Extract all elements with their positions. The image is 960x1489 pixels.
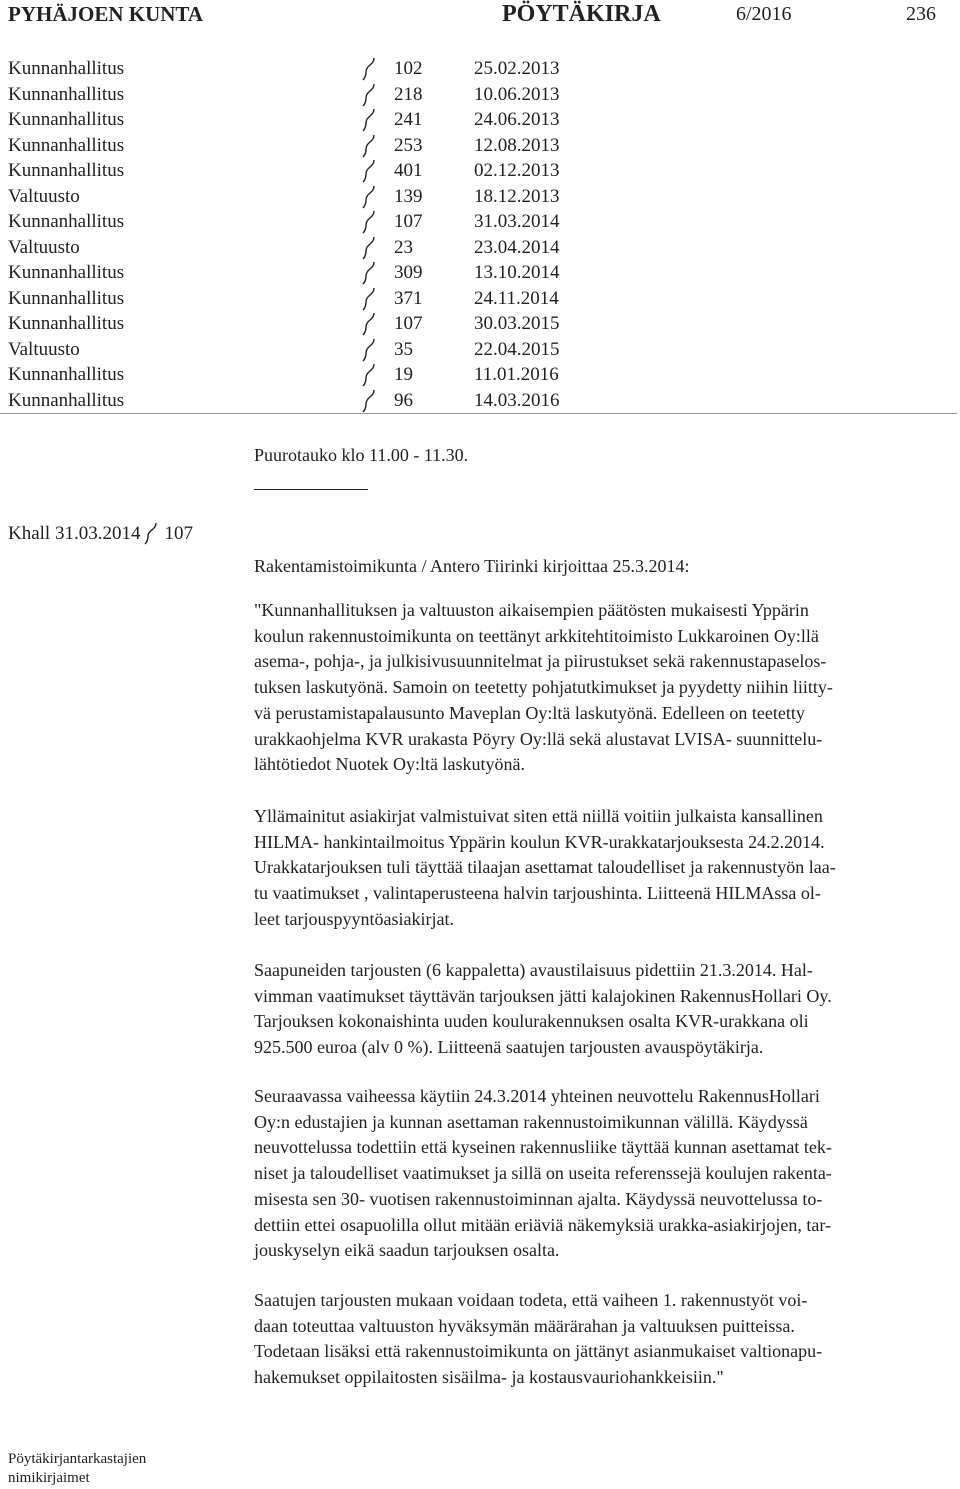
text-line: Oy:n edustajien ja kunnan asettaman rakennustoimikunnan välillä. Käydyssä — [254, 1111, 808, 1132]
history-date: 22.04.2015 — [474, 338, 560, 360]
history-body: Valtuusto — [8, 338, 80, 360]
text-line: leet tarjouspyyntöasiakirjat. — [254, 908, 454, 929]
text-line: vä perustamistapalausunto Maveplan Oy:ltä laskutyönä. Edelleen on teetetty — [254, 702, 805, 723]
paragraph — [254, 1288, 956, 1391]
text-line: tuksen laskutyönä. Samoin on teetetty pohjatutkimukset ja pyydetty niihin liitty- — [254, 677, 833, 698]
history-body: Kunnanhallitus — [8, 58, 125, 79]
history-body: Kunnanhallitus — [8, 287, 125, 309]
organization-name: PYHÄJOEN KUNTA — [8, 2, 204, 26]
history-section: 102 — [394, 58, 423, 79]
subject-line: Rakentamistoimikunta / Antero Tiirinki kirjoittaa 25.3.2014: — [254, 556, 690, 576]
page-number: 236 — [906, 3, 936, 25]
text-line: Yllämainitut asiakirjat valmistuivat siten että niillä voitiin julkaista kansallinen — [254, 806, 823, 826]
history-body: Valtuusto — [8, 236, 80, 258]
history-row — [8, 235, 956, 260]
history-row — [8, 82, 956, 107]
paragraph — [254, 958, 956, 1061]
section-sign-icon — [362, 184, 378, 209]
history-row — [8, 133, 956, 158]
section-sign-icon — [362, 158, 378, 183]
text-line: misesta sen 30- vuotisen rakennustoiminnan ajalta. Käydyssä neuvottelussa to- — [254, 1188, 823, 1209]
history-section: 218 — [394, 83, 423, 105]
text-line: dettiin ettei osapuolilla ollut mitään eriäviä näkemyksiä urakka-asiakirjojen, tar- — [254, 1214, 831, 1235]
history-date: 13.10.2014 — [474, 262, 560, 283]
meeting-number: 6/2016 — [736, 3, 792, 25]
section-sign-icon — [362, 133, 378, 158]
text-line: daan toteuttaa valtuuston hyväksymän määrärahan ja valtuuksen puitteissa. — [254, 1315, 795, 1336]
text-line: Urakkatarjouksen tuli täyttää tilaajan asettamat taloudelliset ja rakennustyön laa- — [254, 857, 836, 878]
history-section: 253 — [394, 134, 423, 156]
history-row — [8, 260, 956, 285]
section-sign-icon — [362, 82, 378, 107]
history-row — [8, 209, 956, 234]
text-line: Tarjouksen kokonaishinta uuden koulurakennuksen osalta KVR-urakkana oli — [254, 1011, 809, 1032]
history-date: 30.03.2015 — [474, 313, 560, 334]
text-line: hakemukset oppilaitosten sisäilma- ja kostausvauriohankkeisiin." — [254, 1367, 724, 1388]
document-type: PÖYTÄKIRJA — [502, 1, 661, 27]
history-section: 309 — [394, 262, 423, 283]
meeting-reference — [8, 520, 193, 548]
history-section: 241 — [394, 109, 423, 130]
history-body: Kunnanhallitus — [8, 83, 125, 105]
history-row — [8, 311, 956, 336]
history-row — [8, 184, 956, 209]
text-line: Seuraavassa vaiheessa käytiin 24.3.2014 yhteinen neuvottelu RakennusHollari — [254, 1086, 820, 1106]
text-line: HILMA- hankintailmoitus Yppärin koulun KVR-urakkatarjouksesta 24.2.2014. — [254, 831, 825, 852]
history-body: Kunnanhallitus — [8, 364, 125, 385]
history-divider — [0, 413, 957, 414]
history-body: Valtuusto — [8, 185, 80, 207]
history-body: Kunnanhallitus — [8, 160, 125, 181]
history-body: Kunnanhallitus — [8, 134, 125, 156]
history-section: 107 — [394, 313, 423, 334]
history-section: 35 — [394, 338, 413, 360]
section-sign-icon — [362, 286, 378, 311]
history-row — [8, 158, 956, 183]
history-row — [8, 56, 956, 81]
meeting-ref-section: 107 — [164, 523, 193, 544]
section-sign-icon — [144, 521, 160, 545]
section-sign-icon — [362, 209, 378, 234]
history-date: 10.06.2013 — [474, 83, 560, 105]
history-body: Kunnanhallitus — [8, 313, 125, 334]
text-line: niset ja taloudelliset vaatimukset ja sillä on useita referenssejä koulujen rakenta- — [254, 1163, 832, 1184]
text-line: asema-, pohja-, ja julkisivusuunnitelmat ja piirustukset sekä rakennustapaselos- — [254, 651, 827, 672]
text-line: jouskyselyn eikä saadun tarjouksen osalta. — [254, 1240, 560, 1261]
text-line: "Kunnanhallituksen ja valtuuston aikaisempien päätösten mukaisesti Yppärin — [254, 600, 809, 620]
history-section: 23 — [394, 236, 413, 258]
footer-line: Pöytäkirjantarkastajien — [8, 1451, 147, 1467]
break-note: Puurotauko klo 11.00 - 11.30. — [254, 445, 469, 465]
history-date: 14.03.2016 — [474, 389, 560, 411]
history-date: 12.08.2013 — [474, 134, 560, 156]
text-line: 925.500 euroa (alv 0 %). Liitteenä saatujen tarjousten avauspöytäkirja. — [254, 1037, 764, 1058]
section-sign-icon — [362, 107, 378, 132]
history-date: 02.12.2013 — [474, 160, 560, 181]
history-section: 371 — [394, 287, 423, 309]
history-date: 31.03.2014 — [474, 211, 560, 232]
history-body: Kunnanhallitus — [8, 389, 125, 411]
history-row — [8, 337, 956, 362]
section-sign-icon — [362, 311, 378, 336]
history-row — [8, 286, 956, 311]
text-line: Todetaan lisäksi että rakennustoimikunta on jättänyt asianmukaiset valtionapu- — [254, 1341, 823, 1362]
text-line: tu vaatimukset , valintaperusteena halvin tarjoushinta. Liitteenä HILMAssa ol- — [254, 883, 821, 904]
footer-line: nimikirjaimet — [8, 1470, 90, 1486]
text-line: koulun rakennustoimikunta on teettänyt arkkitehtitoimisto Lukkaroinen Oy:llä — [254, 625, 819, 646]
section-sign-icon — [362, 388, 378, 413]
history-row — [8, 388, 956, 413]
history-date: 23.04.2014 — [474, 236, 560, 258]
history-body: Kunnanhallitus — [8, 262, 125, 283]
paragraph — [254, 1084, 956, 1264]
history-date: 25.02.2013 — [474, 58, 560, 79]
history-row — [8, 107, 956, 132]
section-sign-icon — [362, 56, 378, 81]
history-row — [8, 362, 956, 387]
paragraph — [254, 804, 956, 933]
text-line: Saapuneiden tarjousten (6 kappaletta) avaustilaisuus pidettiin 21.3.2014. Hal- — [254, 960, 813, 980]
history-section: 96 — [394, 389, 413, 411]
history-section: 139 — [394, 185, 423, 207]
text-line: Saatujen tarjousten mukaan voidaan todeta, että vaiheen 1. rakennustyöt voi- — [254, 1290, 808, 1310]
footer — [8, 1450, 146, 1488]
history-date: 24.06.2013 — [474, 109, 560, 130]
history-date: 24.11.2014 — [474, 287, 559, 309]
history-section: 19 — [394, 364, 413, 385]
history-section: 401 — [394, 160, 423, 181]
break-divider — [254, 489, 368, 490]
history-date: 18.12.2013 — [474, 185, 560, 207]
section-sign-icon — [362, 362, 378, 387]
text-line: urakkaohjelma KVR urakasta Pöyry Oy:llä sekä alustavat LVISA- suunnittelu- — [254, 728, 823, 749]
paragraph — [254, 598, 956, 778]
section-sign-icon — [362, 337, 378, 362]
history-body: Kunnanhallitus — [8, 211, 125, 232]
text-line: neuvottelussa todettiin että kyseinen rakennusliike täyttää kunnan asettamat tek- — [254, 1137, 832, 1158]
history-body: Kunnanhallitus — [8, 109, 125, 130]
meeting-ref-prefix: Khall 31.03.2014 — [8, 523, 141, 544]
section-sign-icon — [362, 260, 378, 285]
history-date: 11.01.2016 — [474, 364, 559, 385]
history-section: 107 — [394, 211, 423, 232]
text-line: lähtötiedot Nuotek Oy:ltä laskutyönä. — [254, 754, 525, 775]
text-line: vimman vaatimukset täyttävän tarjouksen jätti kalajokinen RakennusHollari Oy. — [254, 985, 832, 1006]
section-sign-icon — [362, 235, 378, 260]
